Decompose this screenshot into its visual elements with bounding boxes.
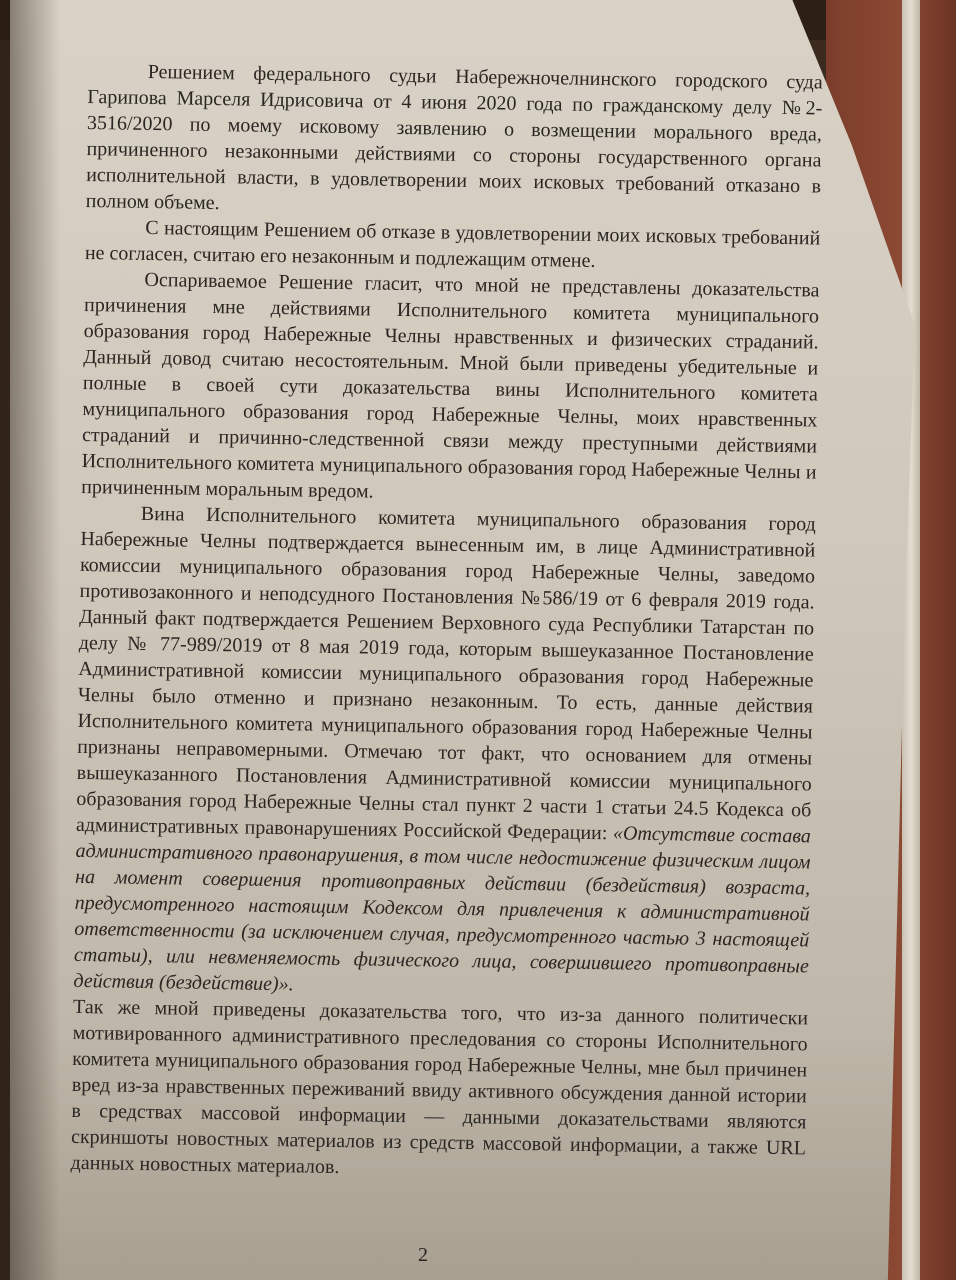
paragraph-3: Оспариваемое Решение гласит, что мной не представлены доказательства причинения мне действиями Исполнительного комитета муниципального образования город Набережные Челны нравственных и физических страданий. Данный довод считаю несостоятельным. Мной были приведены убедительные и полные в своей сути доказательства вины Исполнительного комитета муниципального образования город Набережные Челны, моих нравственных страданий и причинно-следственной связи между преступными действиями Исполнительного комитета муниципального образования город Набережные Челны и причиненным моральным вредом. <box>81 268 820 503</box>
document-body <box>70 58 822 1187</box>
paragraph-4-text: Вина Исполнительного комитета муниципального образования город Набережные Челны подтверждается вынесенным им, в лице Административной комиссии муниципального образования город Набережные Челны, заведомо противозаконного и неподсудного Постановления №586/19 от 6 февраля 2019 года. Данный факт подтверждается Решением Верховного суда Республики Татарстан по делу № 77-989/2019 от 8 мая 2019 года, которым вышеуказанное Постановление Административной комиссии муниципального образования город Набережные Челны было отменно и признано незаконным. То есть, данные действия Исполнительного комитета муниципального образования город Набережные Челны признаны неправомерными. Отмечаю тот факт, что основанием для отмены вышеуказанного Постановления Административной комиссии муниципального образования город Набережные Челны стал пункт 2 части 1 статьи 24.5 Кодекса об административных правонарушениях Российской Федерации: <box>75 502 816 845</box>
paragraph-2: С настоящим Решением об отказе в удовлетворении моих исковых требований не согласен, считаю его незаконным и подлежащим отмене. <box>84 216 821 272</box>
paragraph-4 <box>73 500 816 1005</box>
page-number: 2 <box>418 1244 428 1266</box>
left-shadow <box>0 0 60 1280</box>
background-paper-edge <box>902 0 920 1280</box>
paragraph-5: Так же мной приведены доказательства того, что из-за данного политически мотивированного административного преследования со стороны Исполнительного комитета муниципального образования город Набережные Челны, мне был причинен вред из-за нравственных переживаний ввиду активного обсуждения данной истории в средствах массовой информации — данными доказательствами являются скриншоты новостных материалов из средств массовой информации, а также URL данных новостных материалов. <box>70 995 809 1179</box>
legal-quote: «Отсутствие состава административного правонарушения, в том числе недостижение физическим лицом на момент совершения противоправных действии (бездействия) возраста, предусмотренного настоящим Кодексом для привлечения к административной ответственности (за исключением случая, предусмотренного частью 3 настоящей статьи), или невменяемость физического лица, совершившего противоправные действия (бездействие)». <box>73 822 812 996</box>
paragraph-1: Решением федерального судьи Набережночелнинского городского суда Гарипова Марселя Идрисовича от 4 июня 2020 года по гражданскому делу №2-3516/2020 по моему исковому заявлению о возмещении морального вреда, причиненного незаконными действиями со стороны государственного органа исполнительной власти, в удовлетворении моих исковых требований отказано в полном объеме. <box>85 60 823 215</box>
